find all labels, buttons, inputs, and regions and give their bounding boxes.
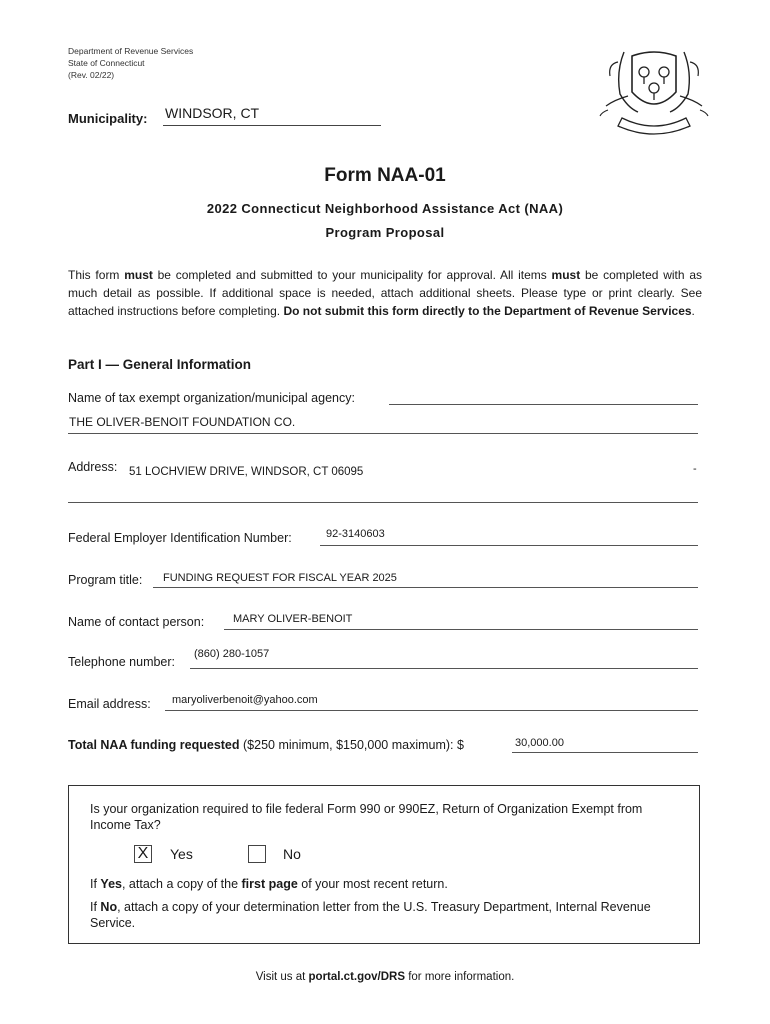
seal-ribbon — [618, 118, 690, 134]
municipality-field[interactable]: WINDSOR, CT — [165, 105, 260, 121]
form-990-question: Is your organization required to file federal Form 990 or 990EZ, Return of Organization Exempt from Income Tax? — [90, 802, 643, 832]
instructions-paragraph: This form must be completed and submitted to your municipality for approval. All items must be completed with as much detail as possible. If additional space is needed, attach additional sheets. Please type or print clearly. See attached instructions before completing. Do not submit this form directly to the Department of Revenue Services. — [68, 268, 702, 318]
fein-underline — [320, 545, 698, 546]
if-no-note: If No, attach a copy of your determination letter from the U.S. Treasury Department, Internal Revenue Service. — [90, 900, 651, 930]
funding-label: Total NAA funding requested ($250 minimum, $150,000 maximum): $ — [68, 738, 464, 752]
email-underline — [165, 710, 698, 711]
municipality-label: Municipality: — [68, 111, 148, 126]
org-name-field[interactable]: THE OLIVER-BENOIT FOUNDATION CO. — [69, 415, 296, 429]
telephone-field[interactable]: (860) 280-1057 — [194, 648, 270, 660]
no-checkbox[interactable] — [248, 845, 266, 863]
email-label: Email address: — [68, 697, 151, 711]
program-title-label: Program title: — [68, 573, 143, 587]
fein-label: Federal Employer Identification Number: — [68, 531, 292, 545]
municipality-underline — [163, 125, 381, 126]
funding-underline — [512, 752, 698, 753]
footer-link[interactable]: portal.ct.gov/DRS — [308, 971, 406, 983]
fein-field[interactable]: 92-3140603 — [326, 528, 385, 540]
state-seal — [598, 42, 710, 138]
state-name: State of Connecticut — [68, 58, 145, 68]
contact-label: Name of contact person: — [68, 615, 205, 629]
form-subtitle-2: Program Proposal — [325, 225, 445, 240]
no-label: No — [283, 846, 301, 862]
yes-checkbox[interactable]: X — [134, 845, 152, 863]
footer-note: Visit us at portal.ct.gov/DRS for more information. — [255, 971, 515, 983]
form-title: Form NAA-01 — [324, 165, 446, 186]
org-name-label: Name of tax exempt organization/municipal agency: — [68, 391, 355, 405]
email-field[interactable]: maryoliverbenoit@yahoo.com — [172, 694, 318, 706]
contact-field[interactable]: MARY OLIVER-BENOIT — [233, 613, 353, 625]
yes-label: Yes — [170, 846, 193, 862]
agency-header — [68, 45, 193, 81]
address-mark: - — [693, 463, 697, 475]
section-heading: Part I — General Information — [68, 357, 252, 372]
telephone-underline — [190, 668, 698, 669]
program-title-underline — [153, 587, 698, 588]
contact-underline — [224, 629, 698, 630]
address-field[interactable]: 51 LOCHVIEW DRIVE, WINDSOR, CT 06095 — [129, 466, 364, 478]
form-subtitle: 2022 Connecticut Neighborhood Assistance Act (NAA) — [206, 201, 564, 216]
address-underline — [68, 502, 698, 503]
if-yes-note: If Yes, attach a copy of the first page of your most recent return. — [90, 877, 448, 891]
funding-amount-field[interactable]: 30,000.00 — [515, 737, 564, 749]
department-name: Department of Revenue Services — [68, 46, 194, 56]
program-title-field[interactable]: FUNDING REQUEST FOR FISCAL YEAR 2025 — [163, 572, 397, 584]
org-name-underline-2 — [68, 433, 698, 434]
telephone-label: Telephone number: — [68, 655, 176, 669]
revision-date: (Rev. 02/22) — [68, 70, 115, 80]
org-name-underline — [389, 404, 698, 405]
address-label: Address: — [68, 460, 118, 474]
